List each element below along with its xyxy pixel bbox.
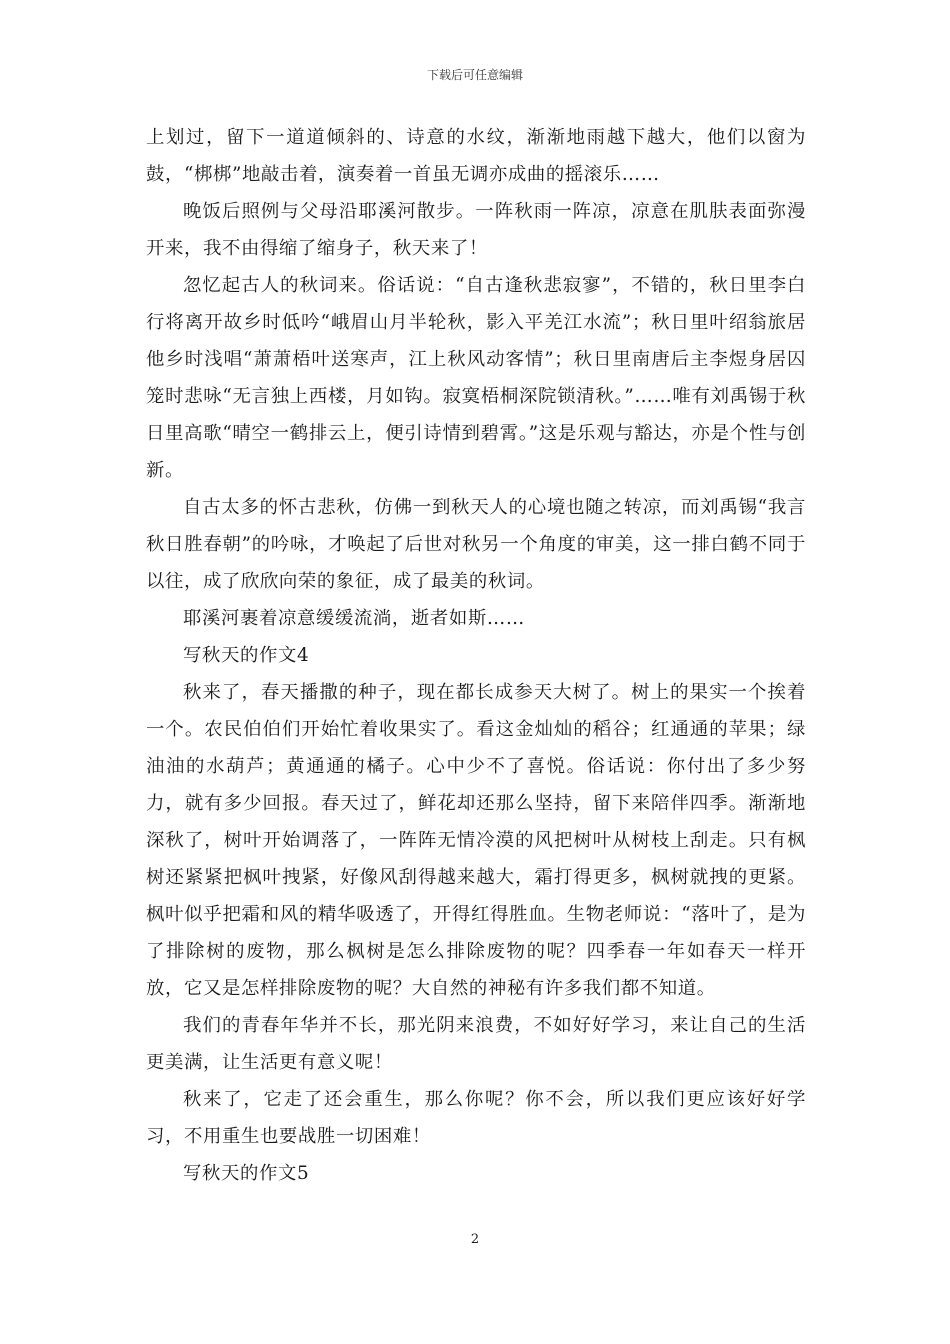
paragraph: 晚饭后照例与父母沿耶溪河散步。一阵秋雨一阵凉，凉意在肌肤表面弥漫开来，我不由得缩了缩身子，秋天来了！ xyxy=(146,201,806,259)
paragraph: 忽忆起古人的秋词来。俗话说：“自古逢秋悲寂寥”，不错的，秋日里李白行将离开故乡时低吟“峨眉山月半轮秋，影入平羌江水流”；秋日里叶绍翁旅居他乡时浅唱“萧萧梧叶送寒声，江上秋风动客情”；秋日里南唐后主李煜身居囚笼时悲咏“无言独上西楼，月如钩。寂寞梧桐深院锁清秋。”……唯有刘禹锡于秋日里高歌“晴空一鹤排云上，便引诗情到碧霄。”这是乐观与豁达，亦是个性与创新。 xyxy=(146,275,806,481)
paragraph: 秋来了，它走了还会重生，那么你呢？你不会，所以我们更应该好好学习，不用重生也要战胜一切困难！ xyxy=(146,1089,806,1147)
paragraph: 秋来了，春天播撒的种子，现在都长成参天大树了。树上的果实一个挨着一个。农民伯伯们开始忙着收果实了。看这金灿灿的稻谷；红通通的苹果；绿油油的水葫芦；黄通通的橘子。心中少不了喜悦。俗话说：你付出了多少努力，就有多少回报。春天过了，鲜花却还那么坚持，留下来陪伴四季。渐渐地深秋了，树叶开始调落了，一阵阵无情冷漠的风把树叶从树枝上刮走。只有枫树还紧紧把枫叶拽紧，好像风刮得越来越大，霜打得更多，枫树就拽的更紧。枫叶似乎把霜和风的精华吸透了，开得红得胜血。生物老师说：“落叶了，是为了排除树的废物，那么枫树是怎么排除废物的呢？四季春一年如春天一样开放，它又是怎样排除废物的呢？大自然的神秘有许多我们都不知道。 xyxy=(146,682,806,999)
paragraph: 耶溪河裹着凉意缓缓流淌，逝者如斯…… xyxy=(183,608,525,629)
essay-heading: 写秋天的作文5 xyxy=(183,1163,310,1184)
page-number: 2 xyxy=(470,1232,480,1247)
document-body xyxy=(146,119,806,1192)
page-header: 下载后可任意编辑 xyxy=(426,68,523,82)
paragraph: 我们的青春年华并不长，那光阴来浪费，不如好好学习，来让自己的生活更美满，让生活更有意义呢！ xyxy=(146,1015,806,1073)
paragraph-continued: 上划过，留下一道道倾斜的、诗意的水纹，渐渐地雨越下越大，他们以窗为鼓，“梆梆”地敲击着，演奏着一首虽无调亦成曲的摇滚乐…… xyxy=(146,127,806,185)
paragraph: 自古太多的怀古悲秋，仿佛一到秋天人的心境也随之转凉，而刘禹锡“我言秋日胜春朝”的吟咏，才唤起了后世对秋另一个角度的审美，这一排白鹤不同于以往，成了欣欣向荣的象征，成了最美的秋词。 xyxy=(146,497,806,592)
essay-heading: 写秋天的作文4 xyxy=(183,645,310,666)
